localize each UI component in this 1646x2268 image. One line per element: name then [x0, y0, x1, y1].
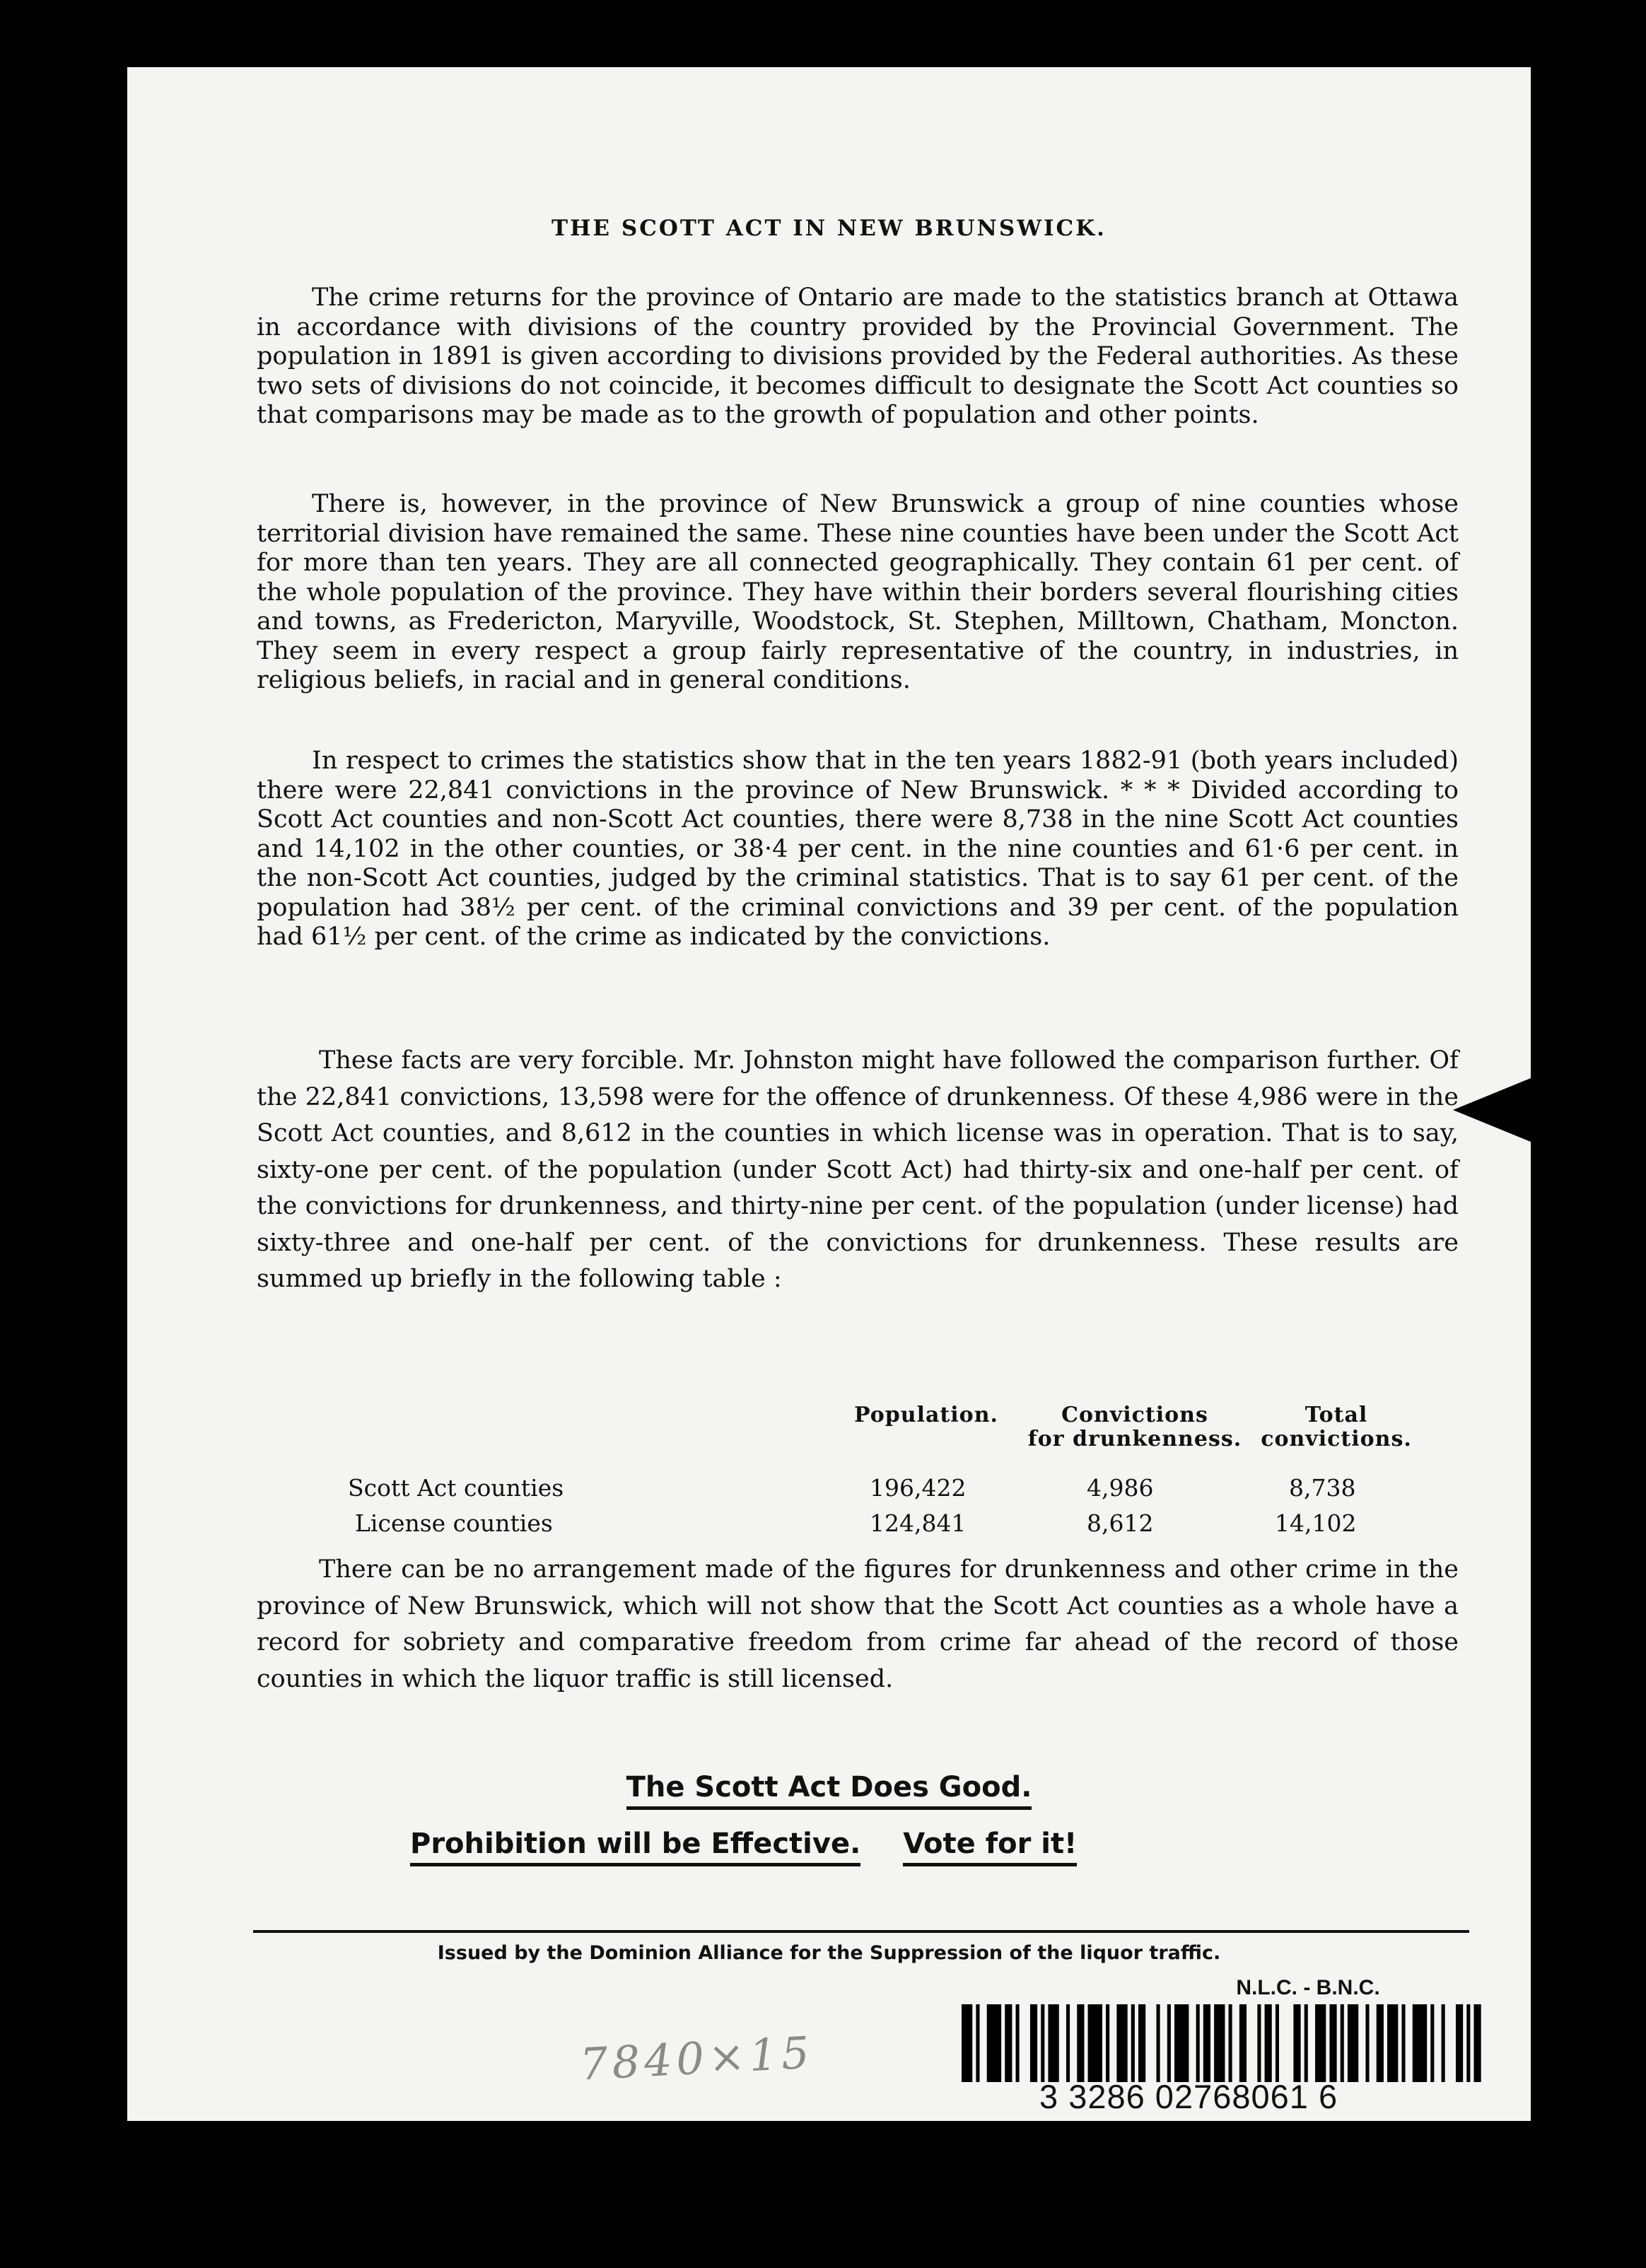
barcode-bar [1174, 2004, 1189, 2082]
barcode-bar [1466, 2004, 1470, 2082]
paragraph-crime-statistics: In respect to crimes the statistics show that in the ten years 1882-91 (both years included) there were 22,841 convictions in the province of New Brunswick. * * * Divided according to Scott Act counties and non-Scott Act counties, there were 8,738 in the nine Scott Act counties and 14,102 in the other counties, or 38·4 per cent. in the nine counties and 61·6 per cent. in the non-Scott Act counties, judged by the criminal statistics. That is to say 61 per cent. of the population had 38½ per cent. of the criminal convictions and 39 per cent. of the population had 61½ per cent. of the crime as indicated by the convictions. [257, 747, 1459, 951]
cell-license-population: 124,841 [870, 1509, 967, 1537]
barcode-bar [1387, 2004, 1398, 2082]
document-page [127, 67, 1531, 2121]
handwritten-catalog-number: 7840×15 [578, 2026, 815, 2091]
header-drunkenness-line2: for drunkenness. [1027, 1427, 1242, 1451]
cell-license-drunkenness: 8,612 [1087, 1509, 1154, 1537]
header-total-line2: convictions. [1261, 1427, 1412, 1451]
barcode-bar [1442, 2004, 1445, 2082]
slogan-prohibition-vote [410, 1828, 1435, 1860]
slogan-scott-act-does-good [127, 1771, 1531, 1804]
barcode-bar [1413, 2004, 1427, 2082]
barcode-bar [1276, 2004, 1279, 2082]
header-population: Population. [854, 1403, 998, 1427]
barcode-bar [1293, 2004, 1300, 2082]
barcode-bar [1365, 2004, 1369, 2082]
cell-scott-total: 8,738 [1289, 1474, 1356, 1502]
paragraph-new-brunswick-counties: There is, however, in the province of New Brunswick a group of nine counties whose territorial division have remained the same. These nine counties have been under the Scott Act for more than ten years. They are all connected geographically. They contain 61 per cent. of the whole population of the province. They have within their borders several flourishing cities and towns, as Fredericton, Maryville, Woodstock, St. Stephen, Milltown, Chatham, Moncton. They seem in every respect a group fairly representative of the country, in industries, in religious beliefs, in racial and in general conditions. [257, 490, 1459, 694]
header-drunkenness-line1: Convictions [1061, 1403, 1208, 1427]
barcode-bar [1239, 2004, 1247, 2082]
page-title: THE SCOTT ACT IN NEW BRUNSWICK. [551, 216, 1107, 241]
barcode-bar [1257, 2004, 1261, 2082]
header-total-line1: Total [1304, 1403, 1368, 1427]
slogan-gap [860, 1850, 903, 1853]
footer-divider [253, 1930, 1469, 1933]
barcode-bar [1116, 2004, 1127, 2082]
barcode-bar [1088, 2004, 1102, 2082]
barcode-bar [1348, 2004, 1358, 2082]
edge-blot-mark [1453, 1078, 1531, 1142]
barcode-bar [1030, 2004, 1037, 2082]
barcode-bar [1473, 2004, 1481, 2082]
barcode-bar [1048, 2004, 1058, 2082]
barcode-bar [1265, 2004, 1272, 2082]
paragraph-drunkenness-comparison: These facts are very forcible. Mr. Johnston might have followed the comparison further. Of the 22,841 convictions, 13,598 were for the offence of drunkenness. Of these 4,986 were in the Scott Act counties, and 8,612 in the counties in which license was in operation. That is to say, sixty-one per cent. of the population (under Scott Act) had thirty-six and one-half per cent. of the convictions for drunkenness, and thirty-nine per cent. of the population (under license) had sixty-three and one-half per cent. of the convictions for drunkenness. These results are summed up briefly in the following table : [257, 1046, 1459, 1293]
barcode-bar [1157, 2004, 1160, 2082]
barcode-number: 3 3286 02768061 6 [1039, 2078, 1338, 2115]
barcode-bar [1401, 2004, 1405, 2082]
barcode-bar [1377, 2004, 1384, 2082]
barcode-bar [962, 2004, 972, 2082]
issued-by-line: Issued by the Dominion Alliance for the Suppression of the liquor traffic. [437, 1942, 1221, 1964]
slogan-prohibition-text: Prohibition will be Effective. [410, 1828, 860, 1866]
barcode-bar [1341, 2004, 1344, 2082]
cell-scott-population: 196,422 [870, 1474, 967, 1502]
cell-scott-drunkenness: 4,986 [1087, 1474, 1154, 1502]
barcode-bar [1066, 2004, 1070, 2082]
barcode-bar [1131, 2004, 1135, 2082]
slogan-vote-text: Vote for it! [903, 1828, 1077, 1866]
barcode-bar [1329, 2004, 1336, 2082]
barcode-bar [1229, 2004, 1232, 2082]
barcode-bar [987, 2004, 1001, 2082]
barcode-bar [1077, 2004, 1084, 2082]
barcode-bar [1016, 2004, 1020, 2082]
barcode [962, 2004, 1492, 2082]
barcode-bar [1315, 2004, 1326, 2082]
library-mark: N.L.C. - B.N.C. [1236, 1976, 1380, 1999]
barcode-bar [1304, 2004, 1308, 2082]
barcode-bar [1005, 2004, 1012, 2082]
paragraph-ontario-returns: The crime returns for the province of Ontario are made to the statistics branch at Ottawa in accordance with divisions of the country provided by the Provincial Government. The population in 1891 is given according to divisions provided by the Federal authorities. As these two sets of divisions do not coincide, it becomes difficult to designate the Scott Act counties so that comparisons may be made as to the growth of population and other points. [257, 284, 1459, 429]
paragraph-conclusion: There can be no arrangement made of the figures for drunkenness and other crime in the province of New Brunswick, which will not show that the Scott Act counties as a whole have a record for sobriety and comparative freedom from crime far ahead of the record of those counties in which the liquor traffic is still licensed. [257, 1555, 1459, 1693]
slogan-line1-text: The Scott Act Does Good. [626, 1771, 1032, 1810]
row-label-scott-act: Scott Act counties [348, 1474, 564, 1502]
barcode-bar [1106, 2004, 1109, 2082]
barcode-bar [976, 2004, 979, 2082]
cell-license-total: 14,102 [1275, 1509, 1357, 1537]
barcode-bar [1041, 2004, 1044, 2082]
barcode-bar [1138, 2004, 1145, 2082]
barcode-bar [1196, 2004, 1200, 2082]
barcode-bar [1203, 2004, 1210, 2082]
barcode-bar [1456, 2004, 1463, 2082]
row-label-license: License counties [355, 1509, 553, 1537]
barcode-bar [1167, 2004, 1171, 2082]
barcode-bar [1214, 2004, 1225, 2082]
barcode-bar [1430, 2004, 1434, 2082]
